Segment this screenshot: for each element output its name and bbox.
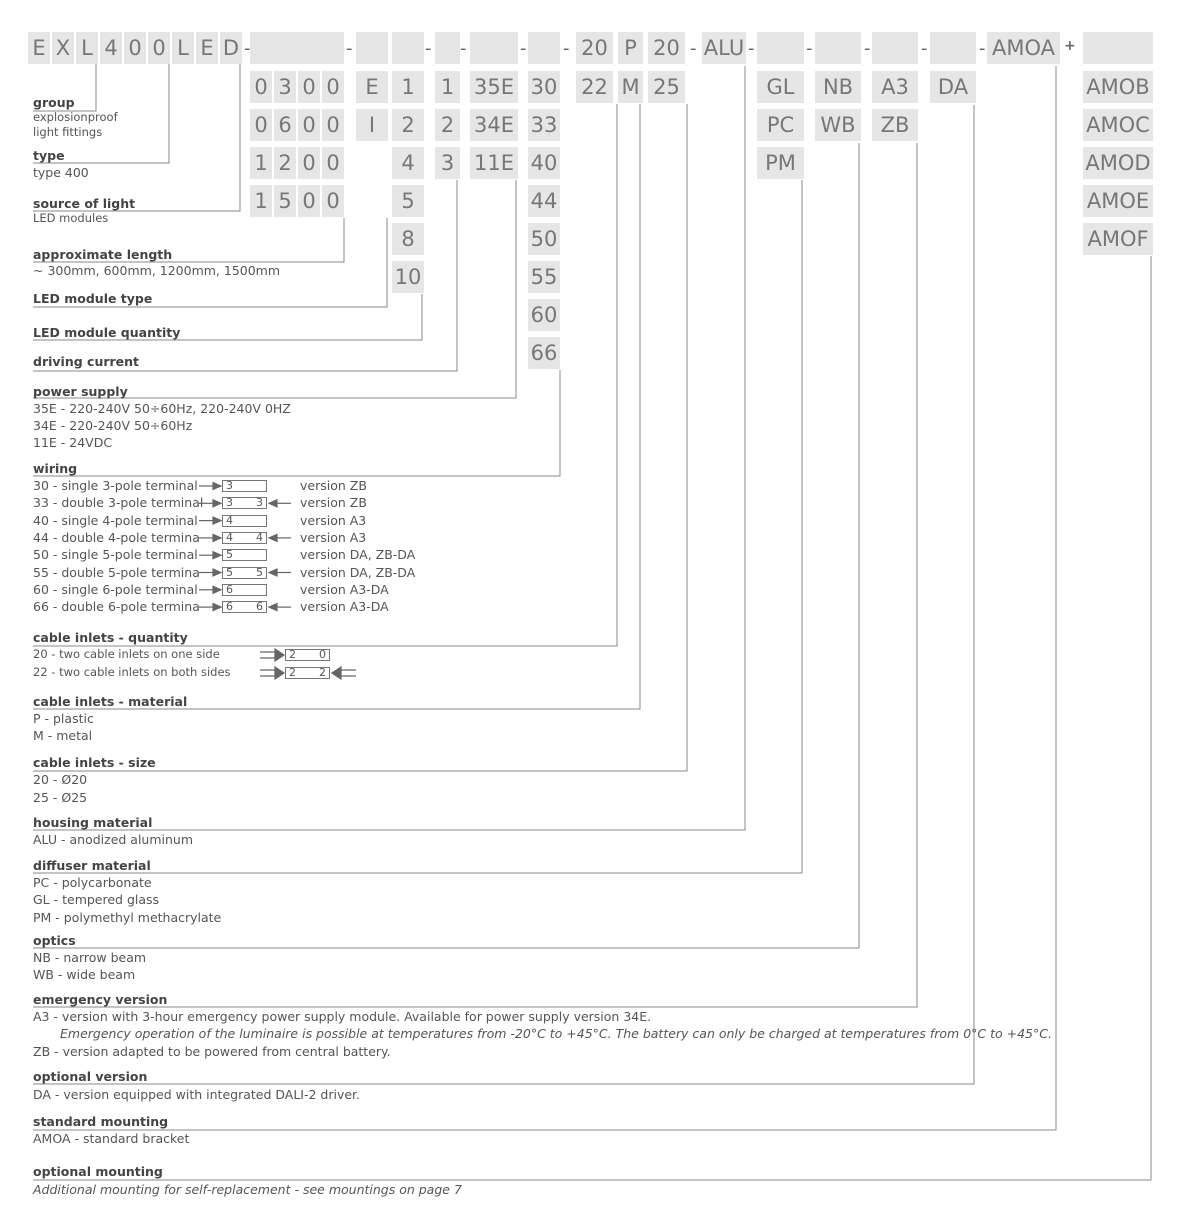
box-right-label: 5 [256, 565, 263, 579]
length-digit: 2 [274, 147, 296, 179]
length-digit: 0 [298, 147, 320, 179]
code-slot [872, 32, 918, 64]
wiring-option: 40 [528, 147, 560, 179]
optional-text: DA - version equipped with integrated DALI-2 driver. [33, 1087, 361, 1102]
code-housing: ALU [702, 32, 746, 64]
mounting-option: AMOC [1083, 109, 1153, 141]
code-slot [250, 32, 272, 64]
wiring-row-text: 40 - single 4-pole terminal [33, 512, 198, 528]
driving-current-heading: driving current [33, 354, 140, 369]
code-char: 0 [124, 32, 146, 64]
module-type-option: E [356, 71, 388, 103]
opt-mount-note: Additional mounting for self-replacement - see mountings on page 7 [33, 1182, 462, 1197]
inlets-size-text: 25 - Ø25 [33, 790, 88, 805]
terminal-box [222, 497, 267, 509]
code-char: E [196, 32, 218, 64]
terminal-box [222, 515, 267, 527]
code-dash: - [864, 38, 871, 59]
wiring-row-text: 66 - double 6-pole termina [33, 599, 200, 615]
length-digit: 0 [322, 147, 344, 179]
code-slot [435, 32, 460, 64]
wiring-row-text: 44 - double 4-pole termina [33, 529, 200, 545]
box-left-label: 2 [289, 666, 296, 679]
wiring-version: version DA, ZB-DA [300, 547, 416, 563]
code-driving-current: 20 [576, 32, 613, 64]
housing-heading: housing material [33, 815, 153, 830]
optics-heading: optics [33, 933, 76, 948]
wiring-row-text: 60 - single 6-pole terminal [33, 581, 198, 597]
inlets-size-heading: cable inlets - size [33, 755, 156, 770]
box-left-label: 6 [226, 582, 233, 596]
length-digit: 0 [250, 71, 272, 103]
code-slot [528, 32, 560, 64]
group-text: light fittings [33, 125, 103, 139]
inlets-qty-heading: cable inlets - quantity [33, 630, 188, 645]
box-right-label: 0 [319, 648, 326, 661]
code-slot [815, 32, 861, 64]
wiring-option: 55 [528, 261, 560, 293]
housing-text: ALU - anodized aluminum [33, 832, 194, 847]
diffuser-text: PC - polycarbonate [33, 875, 152, 890]
optics-option: NB [815, 71, 861, 103]
plus-sign: + [1064, 38, 1076, 54]
diffuser-text: GL - tempered glass [33, 892, 160, 907]
code-char: D [220, 32, 242, 64]
wiring-version: version ZB [300, 495, 367, 511]
length-digit: 1 [250, 185, 272, 217]
inlets-material-heading: cable inlets - material [33, 694, 188, 709]
wiring-heading: wiring [33, 461, 78, 476]
inlets-qty-option: 22 [576, 71, 613, 103]
power-supply-text: 35E - 220-240V 50÷60Hz, 220-240V 0HZ [33, 401, 291, 416]
length-digit: 0 [298, 71, 320, 103]
opt-mount-heading: optional mounting [33, 1164, 163, 1179]
diffuser-option: PM [757, 147, 804, 179]
code-dash: - [921, 38, 928, 59]
emergency-note: Emergency operation of the luminaire is possible at temperatures from -20°C to +45°C. The battery can only be charged at temperatures from 0°C to +45°C. [60, 1026, 1052, 1041]
code-dash: - [346, 38, 353, 59]
box-left-label: 5 [226, 548, 233, 562]
terminal-box [222, 567, 267, 579]
power-supply-heading: power supply [33, 384, 128, 399]
length-digit: 0 [322, 185, 344, 217]
box-right-label: 6 [256, 600, 263, 614]
code-dash: - [979, 38, 986, 59]
inlets-material-text: M - metal [33, 728, 93, 743]
std-mount-heading: standard mounting [33, 1114, 169, 1129]
code-dash: - [690, 38, 697, 59]
mounting-option: AMOE [1083, 185, 1153, 217]
diffuser-option: GL [757, 71, 804, 103]
module-qty-heading: LED module quantity [33, 325, 181, 340]
code-char: X [52, 32, 74, 64]
optics-text: NB - narrow beam [33, 950, 147, 965]
box-left-label: 4 [226, 513, 233, 527]
module-type-heading: LED module type [33, 291, 153, 306]
code-char: 0 [148, 32, 170, 64]
module-qty-option: 10 [392, 261, 424, 293]
source-heading: source of light [33, 196, 136, 211]
inlets-size-option: 25 [648, 71, 685, 103]
std-mount-text: AMOA - standard bracket [33, 1131, 190, 1146]
length-text: ~ 300mm, 600mm, 1200mm, 1500mm [33, 263, 281, 278]
mounting-option: AMOF [1083, 223, 1153, 255]
code-inlet-size: 20 [648, 32, 685, 64]
power-supply-option: 35E [470, 71, 518, 103]
driving-current-option: 2 [435, 109, 460, 141]
length-digit: 0 [250, 109, 272, 141]
length-digit: 0 [298, 109, 320, 141]
code-slot [322, 32, 344, 64]
mounting-option: AMOD [1083, 147, 1153, 179]
code-slot [757, 32, 804, 64]
emergency-text: ZB - version adapted to be powered from central battery. [33, 1044, 391, 1059]
diffuser-option: PC [757, 109, 804, 141]
wiring-option: 44 [528, 185, 560, 217]
type-text: type 400 [33, 165, 89, 180]
length-digit: 0 [322, 109, 344, 141]
code-dash: - [563, 38, 570, 59]
length-digit: 6 [274, 109, 296, 141]
wiring-option: 33 [528, 109, 560, 141]
driving-current-option: 3 [435, 147, 460, 179]
box-right-label: 4 [256, 530, 263, 544]
power-supply-option: 34E [470, 109, 518, 141]
wiring-option: 50 [528, 223, 560, 255]
code-char: 4 [100, 32, 122, 64]
length-digit: 1 [250, 147, 272, 179]
wiring-version: version A3 [300, 529, 367, 545]
code-slot [930, 32, 976, 64]
code-dash: - [806, 38, 813, 59]
power-supply-option: 11E [470, 147, 518, 179]
code-slot [356, 32, 388, 64]
code-slot [470, 32, 518, 64]
code-dash: - [244, 38, 251, 59]
source-text: LED modules [33, 211, 109, 225]
wiring-version: version DA, ZB-DA [300, 564, 416, 580]
inlet-box [285, 667, 330, 679]
code-inlet-material: P [618, 32, 643, 64]
power-supply-text: 11E - 24VDC [33, 435, 113, 450]
code-mounting: AMOA [987, 32, 1060, 64]
wiring-row-text: 33 - double 3-pole terminal [33, 495, 204, 511]
group-text: explosionproof [33, 110, 118, 124]
box-left-label: 6 [226, 600, 233, 614]
box-left-label: 3 [226, 496, 233, 510]
code-char: E [28, 32, 50, 64]
optional-heading: optional version [33, 1069, 148, 1084]
length-heading: approximate length [33, 247, 173, 262]
terminal-box [222, 549, 267, 561]
inlets-qty-text: 22 - two cable inlets on both sides [33, 665, 231, 679]
box-left-label: 3 [226, 479, 233, 492]
box-left-label: 4 [226, 530, 233, 544]
box-right-label: 2 [319, 666, 326, 679]
emergency-heading: emergency version [33, 992, 168, 1007]
wiring-row-text: 30 - single 3-pole terminal [33, 478, 198, 493]
emergency-text: A3 - version with 3-hour emergency power supply module. Available for power supply version 34E. [33, 1009, 652, 1024]
optics-text: WB - wide beam [33, 967, 136, 982]
terminal-box [222, 480, 267, 492]
type-heading: type [33, 148, 65, 163]
wiring-version: version ZB [300, 478, 367, 493]
code-char: L [172, 32, 194, 64]
power-supply-text: 34E - 220-240V 50÷60Hz [33, 418, 193, 433]
length-digit: 0 [322, 71, 344, 103]
terminal-box [222, 601, 267, 613]
module-qty-option: 8 [392, 223, 424, 255]
inlet-box [285, 649, 330, 661]
code-char: L [76, 32, 98, 64]
optional-option: DA [930, 71, 976, 103]
terminal-box [222, 584, 267, 596]
module-type-option: I [356, 109, 388, 141]
wiring-option: 30 [528, 71, 560, 103]
code-dash: - [520, 38, 527, 59]
length-digit: 5 [274, 185, 296, 217]
terminal-box [222, 532, 267, 544]
inlets-material-text: P - plastic [33, 711, 94, 726]
module-qty-option: 5 [392, 185, 424, 217]
module-qty-option: 4 [392, 147, 424, 179]
code-slot [392, 32, 424, 64]
box-left-label: 5 [226, 565, 233, 579]
optics-option: WB [815, 109, 861, 141]
mounting-option: AMOB [1083, 71, 1153, 103]
emergency-option: A3 [872, 71, 918, 103]
code-slot [1083, 32, 1153, 64]
length-digit: 0 [298, 185, 320, 217]
wiring-option: 60 [528, 299, 560, 331]
code-dash: - [425, 38, 432, 59]
diffuser-text: PM - polymethyl methacrylate [33, 910, 222, 925]
box-right-label: 3 [256, 496, 263, 510]
code-slot [274, 32, 296, 64]
wiring-row-text: 50 - single 5-pole terminal [33, 547, 198, 563]
wiring-row-text: 55 - double 5-pole termina [33, 564, 200, 580]
code-slot [298, 32, 320, 64]
module-qty-option: 2 [392, 109, 424, 141]
inlets-size-text: 20 - Ø20 [33, 772, 88, 787]
module-qty-option: 1 [392, 71, 424, 103]
diffuser-heading: diffuser material [33, 858, 151, 873]
group-heading: group [33, 95, 75, 110]
code-dash: - [748, 38, 755, 59]
driving-current-option: 1 [435, 71, 460, 103]
wiring-version: version A3-DA [300, 599, 389, 615]
inlets-qty-text: 20 - two cable inlets on one side [33, 647, 220, 661]
wiring-version: version A3 [300, 512, 367, 528]
box-left-label: 2 [289, 648, 296, 661]
wiring-version: version A3-DA [300, 581, 389, 597]
wiring-option: 66 [528, 337, 560, 369]
length-digit: 3 [274, 71, 296, 103]
code-dash: - [460, 38, 467, 59]
emergency-option: ZB [872, 109, 918, 141]
inlets-material-option: M [618, 71, 643, 103]
